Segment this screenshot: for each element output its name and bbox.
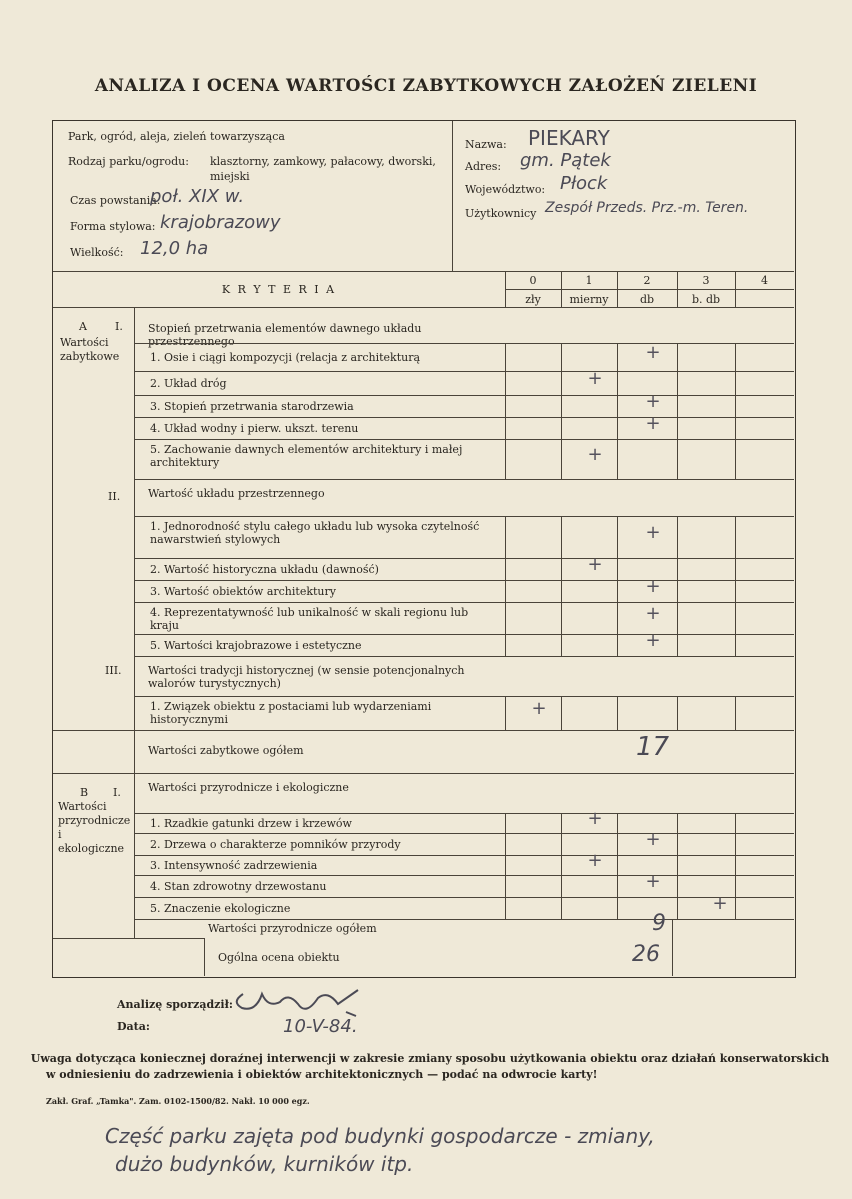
handnote-line-2: dużo budynków, kurników itp. bbox=[115, 1152, 414, 1176]
style-label: Forma stylowa: bbox=[70, 220, 156, 233]
score-label-1: mierny bbox=[569, 293, 609, 306]
criterion-BI-2: 2. Drzewa o charakterze pomników przyrody bbox=[150, 838, 401, 851]
name-value: PIEKARY bbox=[528, 126, 610, 150]
criterion-II-4: 4. Reprezentatywność lub unikalność w skali regionu lub kraju bbox=[150, 606, 469, 632]
voivodeship-value: Płock bbox=[560, 173, 608, 194]
b-total-label: Wartości przyrodnicze ogółem bbox=[208, 922, 377, 935]
section-b-letter: B bbox=[80, 786, 89, 799]
score-head-4: 4 bbox=[761, 274, 768, 287]
score-mark-BI-1: + bbox=[587, 808, 603, 829]
score-mark-II-1: + bbox=[645, 522, 661, 543]
criterion-II-1: 1. Jednorodność stylu całego układu lub wysoka czytelność nawarstwień stylowych bbox=[150, 520, 480, 546]
users-label: Użytkownicy bbox=[465, 207, 537, 220]
warning-line-1: Uwaga dotycząca koniecznej doraźnej interwencji w zakresie zmiany sposobu użytkowania obiektu oraz działań konserwatorskich bbox=[30, 1052, 830, 1065]
score-mark-BI-4: + bbox=[645, 871, 661, 892]
date-label: Data: bbox=[117, 1020, 150, 1033]
score-label-2: db bbox=[639, 293, 655, 306]
analysis-label: Analizę sporządził: bbox=[117, 998, 233, 1011]
name-label: Nazwa: bbox=[465, 138, 507, 151]
section-a-ii: II. bbox=[108, 490, 121, 503]
score-label-0: zły bbox=[525, 293, 541, 306]
park-kind-label: Rodzaj parku/ogrodu: bbox=[68, 155, 189, 168]
score-mark-BI-3: + bbox=[587, 850, 603, 871]
section-a-letter: A bbox=[79, 320, 87, 333]
park-type-line: Park, ogród, aleja, zieleń towarzysząca bbox=[68, 130, 285, 143]
score-head-0: 0 bbox=[529, 274, 537, 287]
time-label: Czas powstania: bbox=[70, 194, 161, 207]
style-value: krajobrazowy bbox=[160, 212, 281, 233]
section-b-label: Wartości przyrodnicze i ekologiczne bbox=[58, 800, 131, 855]
park-kind-options: klasztorny, zamkowy, pałacowy, dworski, bbox=[210, 155, 436, 168]
criterion-I-3: 3. Stopień przetrwania starodrzewia bbox=[150, 400, 354, 413]
section-a-label: Wartości zabytkowe bbox=[60, 336, 120, 363]
score-mark-III-1: + bbox=[531, 698, 547, 719]
score-mark-I-4: + bbox=[645, 413, 661, 434]
section-a-iii: III. bbox=[105, 664, 122, 677]
printer-info: Zakł. Graf. „Tamka". Zam. 0102-1500/82. Nakł. 10 000 egz. bbox=[46, 1096, 310, 1106]
users-value: Zespół Przeds. Prz.-m. Teren. bbox=[545, 200, 749, 216]
a-total-value: 17 bbox=[636, 732, 670, 762]
park-kind-options-2: miejski bbox=[210, 170, 250, 183]
criterion-BI-1: 1. Rzadkie gatunki drzew i krzewów bbox=[150, 817, 352, 830]
size-label: Wielkość: bbox=[70, 246, 124, 259]
score-mark-II-4: + bbox=[645, 603, 661, 624]
criterion-II-2: 2. Wartość historyczna układu (dawność) bbox=[150, 563, 379, 576]
score-head-3: 3 bbox=[702, 274, 710, 287]
score-mark-I-2: + bbox=[587, 368, 603, 389]
page-title: ANALIZA I OCENA WARTOŚCI ZABYTKOWYCH ZAŁOŻEŃ ZIELENI bbox=[94, 76, 758, 96]
score-mark-II-5: + bbox=[645, 630, 661, 651]
criterion-II-5: 5. Wartości krajobrazowe i estetyczne bbox=[150, 639, 362, 652]
criterion-I-1: 1. Osie i ciągi kompozycji (relacja z architekturą bbox=[150, 351, 421, 364]
criterion-III-1: 1. Związek obiektu z postaciami lub wydarzeniami historycznymi bbox=[150, 700, 432, 726]
score-mark-I-1: + bbox=[645, 342, 661, 363]
handnote-line-1: Część parku zajęta pod budynki gospodarcze - zmiany, bbox=[105, 1124, 655, 1148]
section-title: Wartości przyrodnicze i ekologiczne bbox=[148, 781, 349, 794]
voivodeship-label: Województwo: bbox=[465, 183, 546, 196]
score-head-1: 1 bbox=[585, 274, 593, 287]
score-mark-I-3: + bbox=[645, 391, 661, 412]
warning-line-2: w odniesieniu do zadrzewienia i obiektów architektonicznych — podać na odwrocie karty! bbox=[46, 1068, 598, 1081]
score-mark-II-2: + bbox=[587, 554, 603, 575]
score-mark-BI-2: + bbox=[645, 829, 661, 850]
time-value: poł. XIX w. bbox=[150, 186, 245, 207]
criterion-BI-3: 3. Intensywność zadrzewienia bbox=[150, 859, 318, 872]
b-total-value: 9 bbox=[652, 911, 666, 936]
section-title: Wartości tradycji historycznej (w sensie potencjonalnych walorów turystycznych) bbox=[148, 664, 465, 690]
overall-label: Ogólna ocena obiektu bbox=[218, 951, 340, 964]
score-head-2: 2 bbox=[643, 274, 651, 287]
score-mark-BI-5: + bbox=[712, 893, 728, 914]
criterion-I-4: 4. Układ wodny i pierw. ukszt. terenu bbox=[150, 422, 359, 435]
date-value: 10-V-84. bbox=[283, 1016, 358, 1037]
score-label-3: b. db bbox=[691, 293, 721, 306]
score-mark-II-3: + bbox=[645, 576, 661, 597]
criterion-BI-5: 5. Znaczenie ekologiczne bbox=[150, 902, 291, 915]
criteria-header: K R Y T E R I A bbox=[221, 283, 337, 296]
section-title: Stopień przetrwania elementów dawnego układu przestrzennego bbox=[148, 322, 422, 348]
criterion-I-2: 2. Układ dróg bbox=[150, 377, 227, 390]
criterion-I-5: 5. Zachowanie dawnych elementów architektury i małej architektury bbox=[150, 443, 463, 469]
section-title: Wartość układu przestrzennego bbox=[148, 487, 325, 500]
criterion-BI-4: 4. Stan zdrowotny drzewostanu bbox=[150, 880, 327, 893]
address-value: gm. Pątek bbox=[520, 150, 611, 171]
score-mark-I-5: + bbox=[587, 444, 603, 465]
section-b-roman: I. bbox=[113, 786, 121, 799]
a-total-label: Wartości zabytkowe ogółem bbox=[148, 744, 304, 757]
address-label: Adres: bbox=[465, 160, 502, 173]
criterion-II-3: 3. Wartość obiektów architektury bbox=[150, 585, 336, 598]
overall-value: 26 bbox=[632, 942, 660, 967]
size-value: 12,0 ha bbox=[140, 238, 209, 259]
section-a-roman: I. bbox=[115, 320, 123, 333]
